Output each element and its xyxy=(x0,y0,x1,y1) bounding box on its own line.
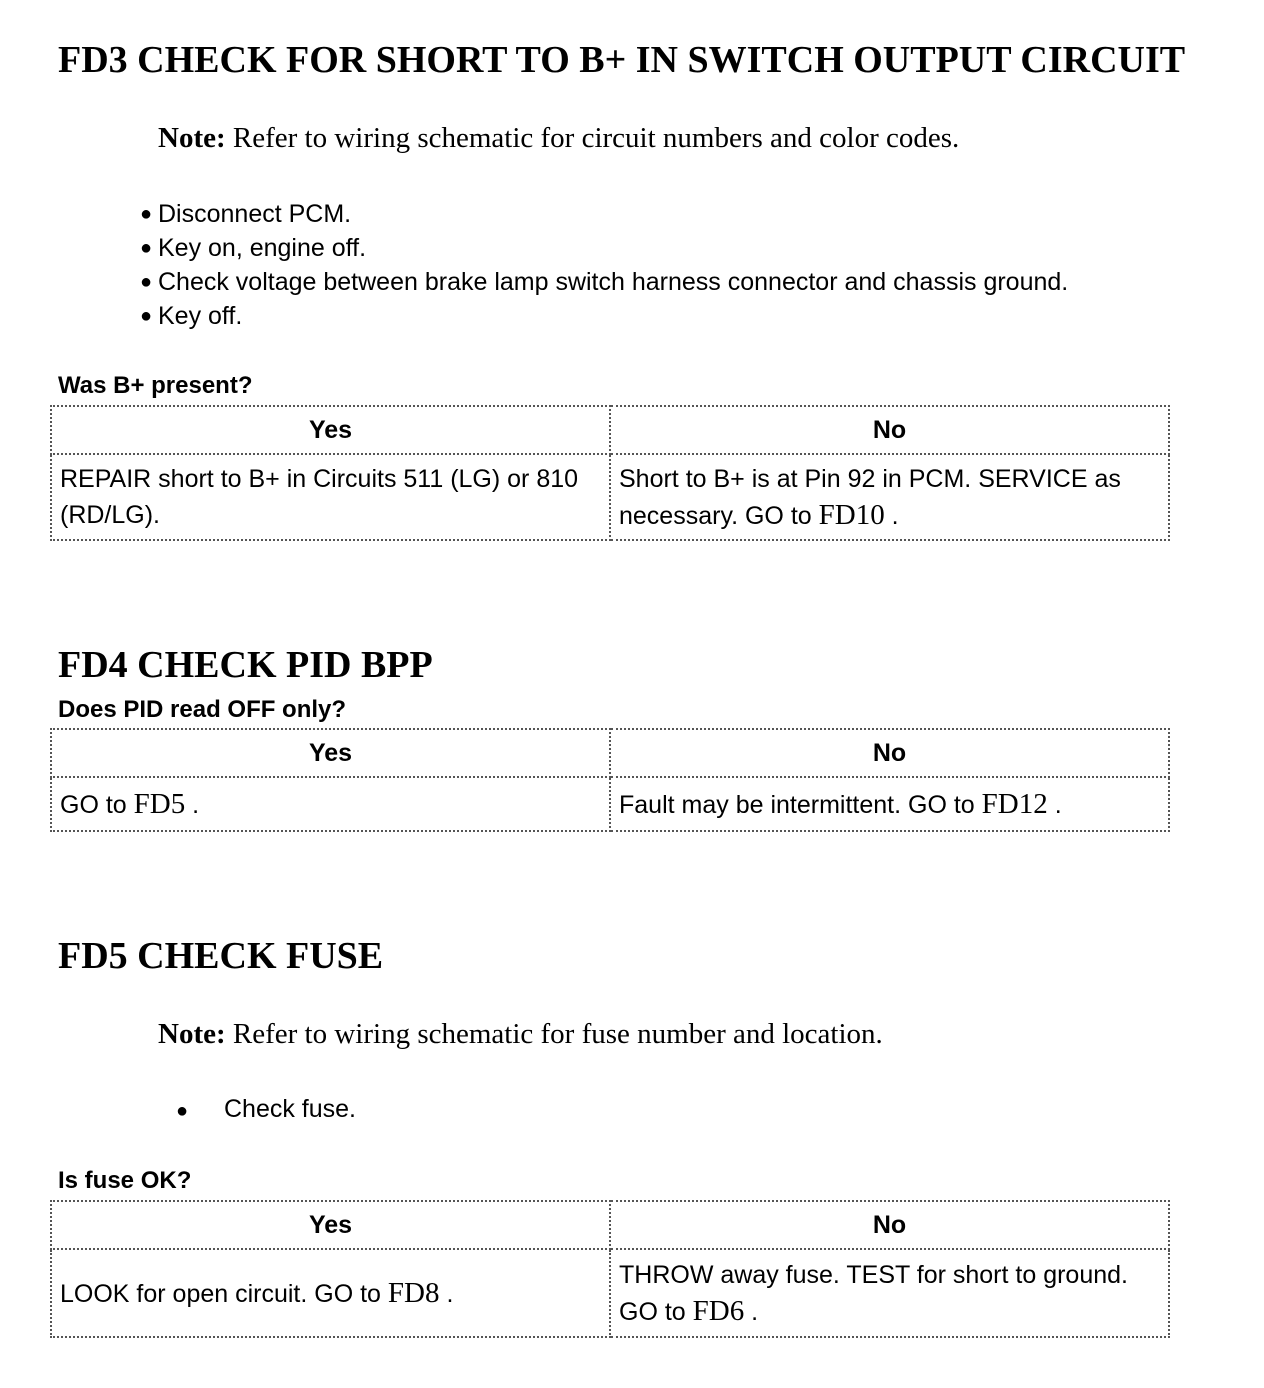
fd5-title: FD5 CHECK FUSE xyxy=(58,935,384,977)
fd3-yes-cell: REPAIR short to B+ in Circuits 511 (LG) or 810 (RD/LG). xyxy=(51,454,610,540)
fd3-yes-header: Yes xyxy=(51,406,610,454)
fd4-no-header: No xyxy=(610,729,1169,777)
fd3-step: ● Disconnect PCM. xyxy=(140,197,1068,231)
fd4-title: FD4 CHECK PID BPP xyxy=(58,644,433,686)
bullet-icon: ● xyxy=(140,237,153,259)
fd3-note-label: Note: xyxy=(158,122,226,154)
fd3-question: Was B+ present? xyxy=(58,372,253,399)
fd3-step: ● Key on, engine off. xyxy=(140,231,1068,265)
bullet-icon: ● xyxy=(176,1100,189,1122)
bullet-icon: ● xyxy=(140,203,153,225)
fd3-steps xyxy=(140,197,1068,333)
fd5-result-table xyxy=(50,1200,1170,1338)
fd5-yes-header: Yes xyxy=(51,1201,610,1249)
fd3-result-table xyxy=(50,405,1170,541)
fd3-note-text: Refer to wiring schematic for circuit numbers and color codes. xyxy=(232,122,960,154)
fd5-yes-cell: LOOK for open circuit. GO to FD8 . xyxy=(51,1249,610,1337)
fd4-yes-header: Yes xyxy=(51,729,610,777)
fd4-yes-cell: GO to FD5 . xyxy=(51,777,610,831)
fd5-no-cell: THROW away fuse. TEST for short to ground. GO to FD6 . xyxy=(610,1249,1169,1337)
fd3-no-cell: Short to B+ is at Pin 92 in PCM. SERVICE as necessary. GO to FD10 . xyxy=(610,454,1169,540)
fd5-link[interactable]: FD5 xyxy=(133,787,186,820)
fd5-note-label: Note: xyxy=(158,1018,226,1050)
fd12-link[interactable]: FD12 xyxy=(981,787,1048,820)
fd10-link[interactable]: FD10 xyxy=(818,498,885,531)
fd3-step: ● Key off. xyxy=(140,299,1068,333)
fd5-note xyxy=(158,1018,883,1051)
fd3-note xyxy=(158,122,959,155)
fd3-title: FD3 CHECK FOR SHORT TO B+ IN SWITCH OUTPUT CIRCUIT xyxy=(58,39,1186,81)
fd5-note-text: Refer to wiring schematic for fuse number and location. xyxy=(232,1018,883,1050)
fd6-link[interactable]: FD6 xyxy=(692,1294,745,1327)
fd3-step: ● Check voltage between brake lamp switch harness connector and chassis ground. xyxy=(140,265,1068,299)
fd5-no-header: No xyxy=(610,1201,1169,1249)
bullet-icon: ● xyxy=(140,271,153,293)
fd3-no-header: No xyxy=(610,406,1169,454)
fd4-result-table xyxy=(50,728,1170,832)
fd8-link[interactable]: FD8 xyxy=(387,1276,440,1309)
fd5-step: ● Check fuse. xyxy=(176,1095,357,1123)
bullet-icon: ● xyxy=(140,305,153,327)
fd4-question: Does PID read OFF only? xyxy=(58,696,347,723)
fd5-question: Is fuse OK? xyxy=(58,1167,192,1194)
fd4-no-cell: Fault may be intermittent. GO to FD12 . xyxy=(610,777,1169,831)
